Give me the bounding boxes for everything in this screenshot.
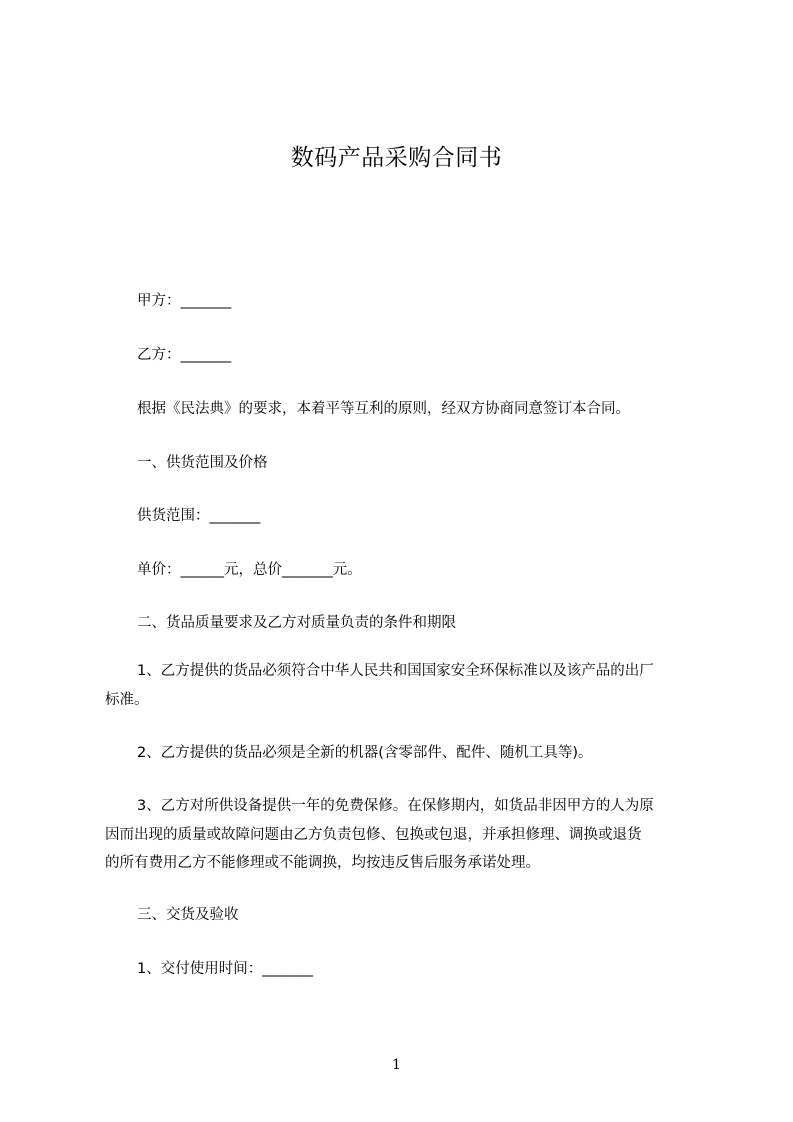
warranty-item-3-line-3: 的所有费用乙方不能修理或不能调换，均按违反售后服务承诺处理。 bbox=[105, 855, 540, 871]
section-1-heading: 一、供货范围及价格 bbox=[137, 455, 268, 471]
section-3-heading: 三、交货及验收 bbox=[137, 907, 239, 923]
quality-item-1-line-2: 标准。 bbox=[105, 692, 149, 708]
quality-item-1-line-1: 1、乙方提供的货品必须符合中华人民共和国国家安全环保标准以及该产品的出厂 bbox=[137, 663, 654, 679]
price-line: 单价：______元，总价_______元。 bbox=[137, 562, 362, 578]
document-title: 数码产品采购合同书 bbox=[290, 145, 503, 171]
party-a-line: 甲方：_______ bbox=[137, 293, 232, 309]
quality-item-2: 2、乙方提供的货品必须是全新的机器(含零部件、配件、随机工具等)。 bbox=[137, 745, 593, 761]
preamble-paragraph: 根据《民法典》的要求，本着平等互利的原则，经双方协商同意签订本合同。 bbox=[137, 401, 630, 417]
warranty-item-3-line-2: 因而出现的质量或故障问题由乙方负责包修、包换或包退，并承担修理、调换或退货 bbox=[105, 827, 642, 843]
section-2-heading: 二、货品质量要求及乙方对质量负责的条件和期限 bbox=[137, 615, 456, 631]
page-number: 1 bbox=[392, 1057, 401, 1073]
warranty-item-3-line-1: 3、乙方对所供设备提供一年的免费保修。在保修期内，如货品非因甲方的人为原 bbox=[137, 798, 654, 814]
delivery-time-line: 1、交付使用时间：_______ bbox=[137, 961, 313, 977]
party-b-line: 乙方：_______ bbox=[137, 347, 232, 363]
supply-scope-line: 供货范围：_______ bbox=[137, 508, 261, 524]
